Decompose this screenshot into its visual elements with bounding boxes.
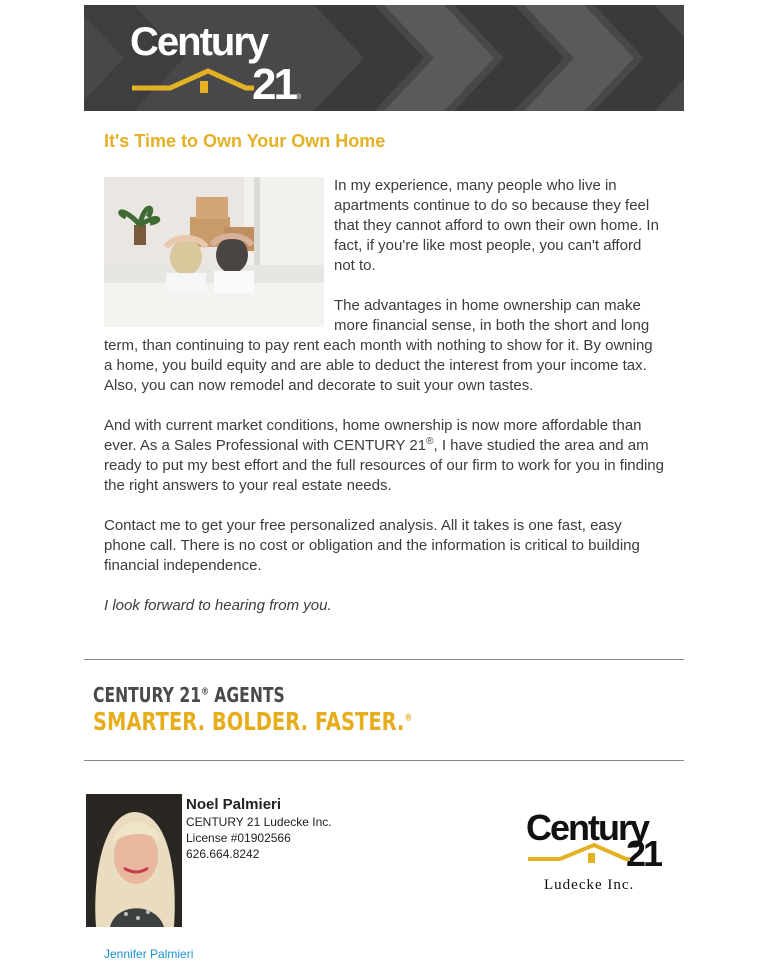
divider xyxy=(84,760,684,761)
paragraph: Contact me to get your free personalized analysis. All it takes is one fast, easy phone call. There is no cost or obligation and the information is critical to building financial independence. xyxy=(104,517,640,574)
agent-phone[interactable]: 626.664.8242 xyxy=(186,847,260,861)
svg-text:®: ® xyxy=(296,94,302,101)
agents-tagline: CENTURY 21® AGENTS SMARTER. BOLDER. FASTER.® xyxy=(93,683,413,736)
paragraph: In my experience, many people who live in apartments continue to do so because they feel that they cannot afford to own their own home. In fact, if you're like most people, you can't afford not to. xyxy=(334,177,659,274)
header-banner xyxy=(84,5,684,111)
paragraph: And with current market conditions, home ownership is now more affordable than ever. As a Sales Professional with CENTURY 21®, I have studied the area and am ready to put my best effort and the full resources of our firm to work for you in finding the right answers to your real estate needs. xyxy=(104,417,664,494)
svg-text:Ludecke Inc.: Ludecke Inc. xyxy=(544,877,635,893)
article-headline: It's Time to Own Your Own Home xyxy=(104,131,386,151)
century21-ludecke-logo[interactable] xyxy=(526,806,676,896)
photo-spacer xyxy=(104,176,334,328)
agent-info xyxy=(186,796,332,862)
paragraph: The advantages in home ownership can make more financial sense, in both the short and long term, than continuing to pay rent each month with nothing to show for it. By owning a home, you build equity and are able to deduct the interest from your income tax. Also, you can now remodel and decorate to suit your own tastes. xyxy=(104,297,653,394)
svg-text:21: 21 xyxy=(252,60,295,105)
agent-photo xyxy=(86,794,182,927)
century21-logo[interactable] xyxy=(130,13,310,105)
svg-text:21: 21 xyxy=(626,833,661,874)
svg-text:Century: Century xyxy=(526,807,649,848)
agent-company: CENTURY 21 Ludecke Inc. xyxy=(186,815,332,829)
agent-name: Noel Palmieri xyxy=(186,796,282,813)
divider xyxy=(84,659,684,660)
agent-license: License #01902566 xyxy=(186,831,291,845)
agent-link[interactable]: Jennifer Palmieri xyxy=(104,947,194,961)
svg-text:Century: Century xyxy=(130,20,268,64)
article-body xyxy=(104,176,664,636)
signoff: I look forward to hearing from you. xyxy=(104,597,332,614)
